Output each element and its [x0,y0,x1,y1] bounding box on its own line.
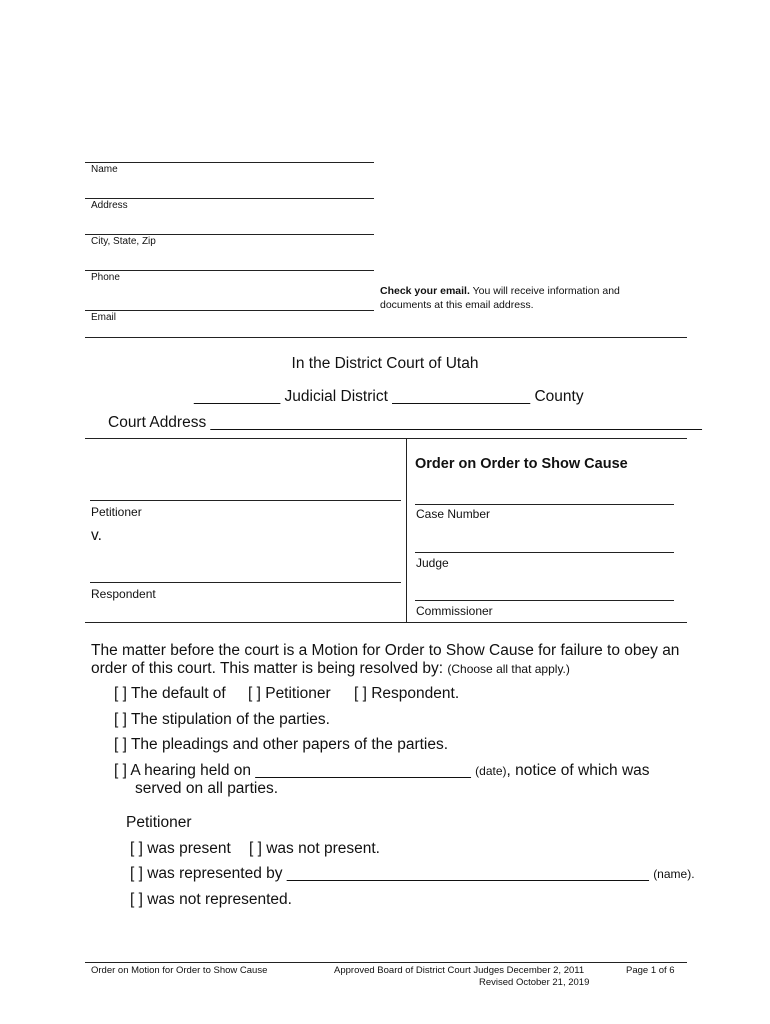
commissioner-label: Commissioner [416,604,493,618]
phone-label: Phone [91,272,120,283]
intro-note: (Choose all that apply.) [447,662,570,676]
option-default-box[interactable]: [ ] The default of [114,685,226,702]
address-label: Address [91,200,128,211]
email-note [380,284,680,312]
phone-line[interactable] [85,270,374,271]
city-state-zip-line[interactable] [85,234,374,235]
option-was-represented[interactable] [130,865,695,883]
respondent-label: Respondent [91,587,156,601]
option-default-petitioner[interactable]: [ ] Petitioner [248,685,331,702]
represented-by-blank[interactable]: __________________________________________ [286,865,649,882]
court-address-label: Court Address [108,414,207,431]
intro-line-2-text: order of this court. This matter is being resolved by: [91,660,448,677]
petitioner-label: Petitioner [91,505,142,519]
commissioner-line[interactable] [415,600,674,601]
option-was-represented-label: [ ] was represented by [130,865,283,882]
option-was-not-present[interactable]: [ ] was not present. [249,840,380,857]
district-blank[interactable]: __________ [194,388,281,405]
case-number-label: Case Number [416,507,491,521]
name-line[interactable] [85,162,374,163]
represented-name-hint: (name). [653,867,695,881]
judge-line[interactable] [415,552,674,553]
document-title: Order on Order to Show Cause [415,456,628,472]
judicial-district-label: Judicial District [284,388,388,405]
option-default-respondent[interactable]: [ ] Respondent. [354,685,460,702]
option-hearing-suffix: , notice of which was [506,762,650,779]
caption-bottom-line [85,622,687,623]
email-label: Email [91,312,117,323]
option-was-present[interactable]: [ ] was present [130,840,231,857]
option-pleadings[interactable]: [ ] The pleadings and other papers of the parties. [114,736,449,753]
email-note-bold: Check your email. [380,285,470,297]
district-county-row [194,388,584,406]
hearing-date-hint: (date) [475,764,507,778]
footer-left: Order on Motion for Order to Show Cause [91,965,268,976]
case-number-line[interactable] [415,504,674,505]
versus-label: v. [91,527,102,544]
name-label: Name [91,164,118,175]
intro-line-2 [91,660,570,678]
hearing-date-blank[interactable]: _________________________ [255,762,471,779]
footer-divider [85,962,687,963]
footer-center-line-2: Revised October 21, 2019 [479,977,590,988]
option-hearing[interactable] [114,762,650,780]
option-stipulation[interactable]: [ ] The stipulation of the parties. [114,711,330,728]
option-was-not-represented[interactable]: [ ] was not represented. [130,891,292,908]
court-title: In the District Court of Utah [291,355,479,372]
footer-center-line-1: Approved Board of District Court Judges December 2, 2011 [334,965,585,976]
court-address-row [108,414,702,432]
email-note-line1: You will receive information and [469,285,620,297]
county-blank[interactable]: ________________ [392,388,531,405]
footer-page-number: Page 1 of 6 [626,965,675,976]
caption-top-line [85,438,687,439]
email-line[interactable] [85,310,374,311]
court-address-blank[interactable]: _________________________________________________________ [210,414,702,431]
option-hearing-line-2: served on all parties. [135,780,279,797]
option-hearing-prefix: [ ] A hearing held on [114,762,252,779]
judge-label: Judge [416,556,449,570]
respondent-line[interactable] [90,582,401,583]
petitioner-heading: Petitioner [126,814,192,831]
intro-line-1: The matter before the court is a Motion for Order to Show Cause for failure to obey an [91,642,680,659]
city-state-zip-label: City, State, Zip [91,236,156,247]
county-label: County [534,388,584,405]
caption-vertical-divider [406,438,407,622]
email-note-line2: documents at this email address. [380,299,534,311]
header-divider [85,337,687,338]
address-line[interactable] [85,198,374,199]
petitioner-line[interactable] [90,500,401,501]
